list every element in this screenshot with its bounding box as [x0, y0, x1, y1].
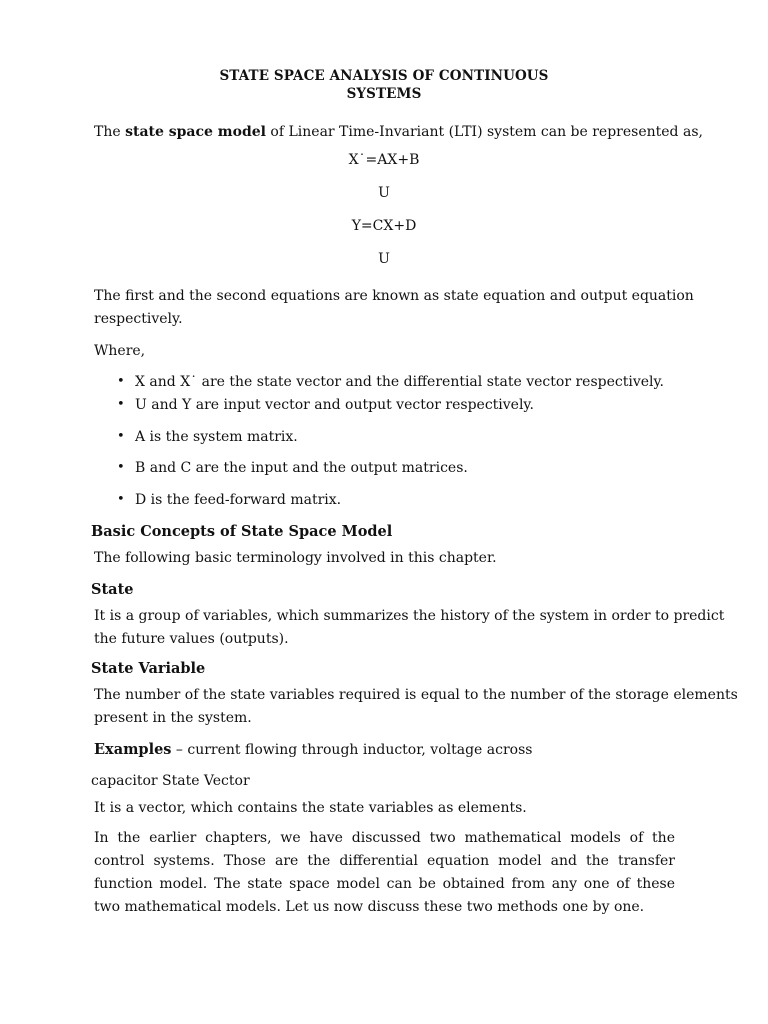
bullet-icon: •: [117, 397, 125, 412]
list-item-text: A is the system matrix.: [135, 429, 298, 445]
list-item-text: U and Y are input vector and output vector respectively.: [135, 397, 534, 413]
bullet-icon: •: [117, 492, 125, 507]
section-heading-basic-concepts: Basic Concepts of State Space Model: [91, 523, 393, 540]
page-title-line-2: SYSTEMS: [346, 86, 422, 102]
state-equation-input: U: [378, 185, 390, 201]
where-label: Where,: [94, 343, 146, 359]
list-item-text: D is the feed-forward matrix.: [135, 492, 342, 508]
state-variable-text-line1: The number of the state variables required is equal to the number of the storage elements: [94, 687, 738, 703]
para1-line1: The first and the second equations are known as state equation and output equation: [94, 288, 694, 304]
basic-concepts-text: The following basic terminology involved in this chapter.: [94, 550, 497, 566]
bullet-icon: •: [117, 374, 125, 389]
intro-bold-term: state space model: [125, 124, 266, 140]
intro-sentence: [94, 121, 703, 143]
bullet-icon: •: [117, 429, 125, 444]
examples-line: [94, 739, 532, 761]
para1-line2: respectively.: [94, 311, 183, 327]
list-item-text: X and X˙ are the state vector and the differential state vector respectively.: [135, 374, 664, 390]
intro-post: of Linear Time-Invariant (LTI) system can be represented as,: [265, 124, 703, 140]
examples-text: – current flowing through inductor, voltage across: [171, 742, 533, 758]
state-vector-line: capacitor State Vector: [91, 773, 250, 789]
bullet-icon: •: [117, 460, 125, 475]
state-text-line2: the future values (outputs).: [94, 631, 289, 647]
output-equation-input: U: [378, 251, 390, 267]
state-vector-text: It is a vector, which contains the state variables as elements.: [94, 800, 527, 816]
intro-pre: The: [94, 124, 126, 140]
final-paragraph: In the earlier chapters, we have discussed two mathematical models of the control systems. Those are the differential equation model and the transfer function model. The state space model can be obtained from any one of these two mathematical models. Let us now discuss these two methods one by one.: [94, 830, 675, 915]
output-equation: Y=CX+D: [351, 218, 417, 234]
page-title-line-1: STATE SPACE ANALYSIS OF CONTINUOUS: [219, 68, 549, 84]
section-heading-state-variable: State Variable: [91, 660, 206, 677]
state-variable-text-line2: present in the system.: [94, 710, 252, 726]
state-text-line1: It is a group of variables, which summarizes the history of the system in order to predict: [94, 608, 725, 624]
examples-label: Examples: [94, 741, 172, 758]
section-heading-state: State: [91, 581, 134, 598]
state-equation: X˙=AX+B: [348, 152, 420, 168]
list-item-text: B and C are the input and the output matrices.: [135, 460, 468, 476]
